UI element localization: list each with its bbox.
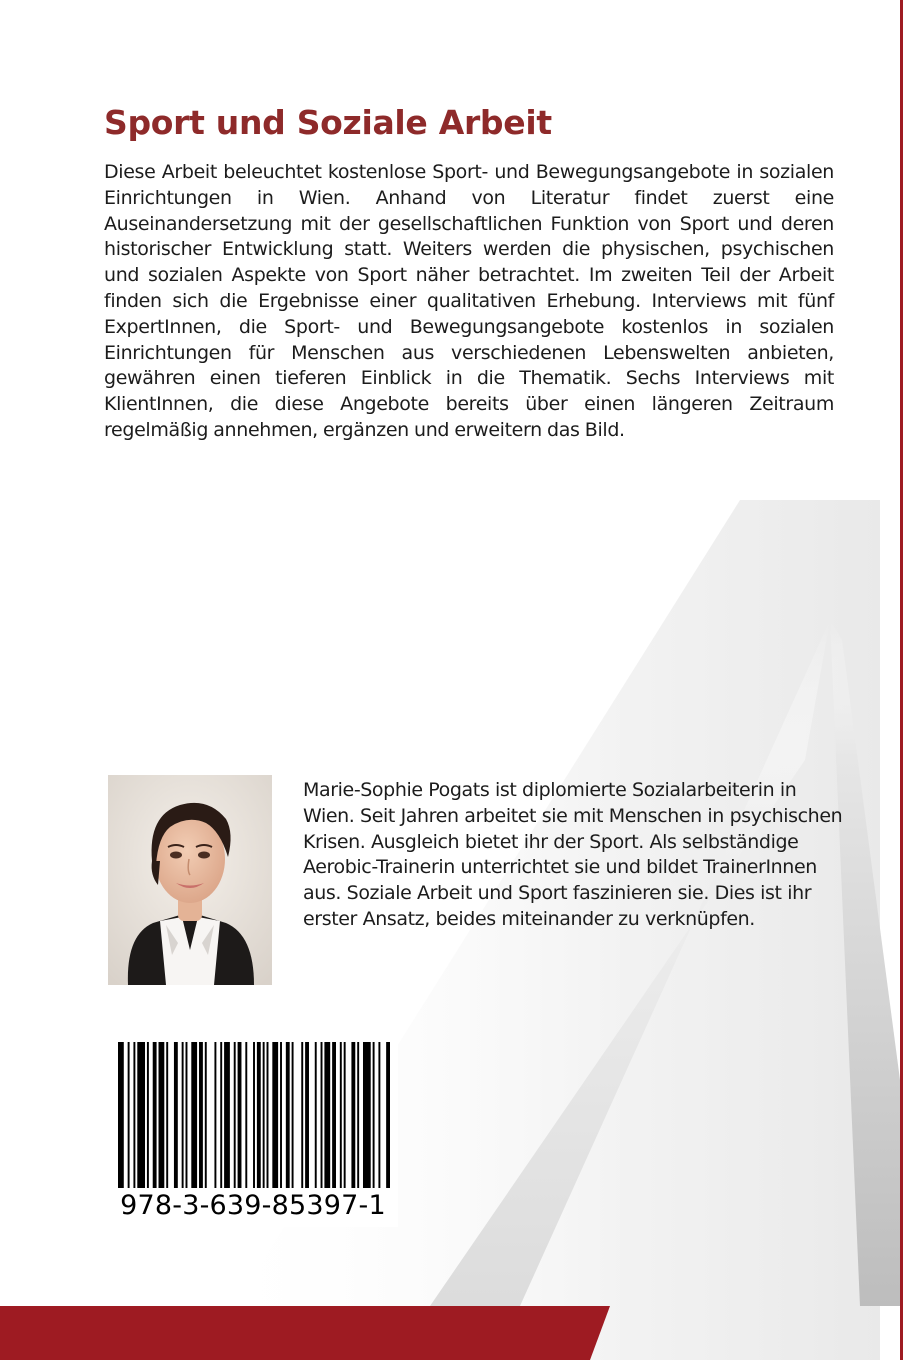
isbn-number: 978-3-639-85397-1	[120, 1190, 386, 1221]
barcode-bar	[301, 1042, 303, 1188]
isbn-barcode	[108, 1035, 398, 1227]
barcode-bar	[166, 1042, 168, 1188]
barcode-bars	[118, 1042, 390, 1188]
barcode-bar	[186, 1042, 188, 1188]
barcode-bar	[267, 1042, 269, 1188]
book-title: Sport und Soziale Arbeit	[104, 103, 552, 142]
barcode-bar	[263, 1042, 265, 1188]
barcode-bar	[253, 1042, 255, 1188]
barcode-bar	[386, 1042, 390, 1188]
barcode-bar	[224, 1042, 230, 1188]
author-photo	[108, 775, 272, 985]
barcode-bar	[373, 1042, 375, 1188]
barcode-bar	[128, 1042, 130, 1188]
barcode-bar	[378, 1042, 380, 1188]
barcode-bar	[153, 1042, 157, 1188]
barcode-bar	[351, 1042, 355, 1188]
barcode-bar	[272, 1042, 278, 1188]
barcode-bar	[344, 1042, 346, 1188]
barcode-bar	[214, 1042, 216, 1188]
barcode-bar	[280, 1042, 282, 1188]
barcode-bar	[238, 1042, 242, 1188]
barcode-bar	[321, 1042, 323, 1188]
barcode-bar	[159, 1042, 165, 1188]
barcode-bar	[205, 1042, 207, 1188]
barcode-bar	[292, 1042, 294, 1188]
barcode-bar	[118, 1042, 124, 1188]
barcode-bar	[220, 1042, 222, 1188]
barcode-bar	[234, 1042, 236, 1188]
barcode-bar	[257, 1042, 261, 1188]
barcode-bar	[357, 1042, 359, 1188]
barcode-bar	[191, 1042, 197, 1188]
barcode-bar	[137, 1042, 145, 1188]
barcode-bar	[324, 1042, 330, 1188]
barcode-bar	[199, 1042, 203, 1188]
barcode-bar	[315, 1042, 317, 1188]
barcode-bar	[133, 1042, 135, 1188]
barcode-bar	[332, 1042, 336, 1188]
barcode-bar	[147, 1042, 149, 1188]
barcode-bar	[305, 1042, 309, 1188]
barcode-bar	[363, 1042, 371, 1188]
bottom-accent-band	[0, 1306, 907, 1360]
barcode-bar	[286, 1042, 290, 1188]
book-description: Diese Arbeit beleuchtet kostenlose Sport- und Bewegungsangebote in sozialen Einrichtungen in Wien. Anhand von Literatur findet zuerst eine Auseinandersetzung mit der gesellschaftlichen Funktion von Sport und deren historischer Entwicklung statt. Weiters werden die physischen, psychischen und sozialen Aspekte von Sport näher betrachtet. Im zweiten Teil der Arbeit finden sich die Ergebnisse einer qualitativen Erhebung. Interviews mit fünf ExpertInnen, die Sport- und Bewegungsangebote kostenlos in sozialen Einrichtungen für Menschen aus verschiedenen Lebenswelten anbieten, gewähren einen tieferen Einblick in die Thematik. Sechs Interviews mit KlientInnen, die diese Angebote bereits über einen längeren Zeitraum regelmäßig annehmen, ergänzen und erweitern das Bild.	[104, 161, 834, 441]
barcode-bar	[340, 1042, 342, 1188]
author-bio: Marie-Sophie Pogats ist diplomierte Sozialarbeiterin in Wien. Seit Jahren arbeitet sie mit Menschen in psychischen Krisen. Ausgleich bietet ihr der Sport. Als selbständige Aerobic-Trainerin unterrichtet sie und bildet TrainerInnen aus. Soziale Arbeit und Sport faszinieren sie. Dies ist ihr erster Ansatz, beides miteinander zu verknüpfen.	[303, 779, 843, 930]
barcode-bar	[174, 1042, 178, 1188]
barcode-bar	[182, 1042, 184, 1188]
barcode-bar	[245, 1042, 247, 1188]
